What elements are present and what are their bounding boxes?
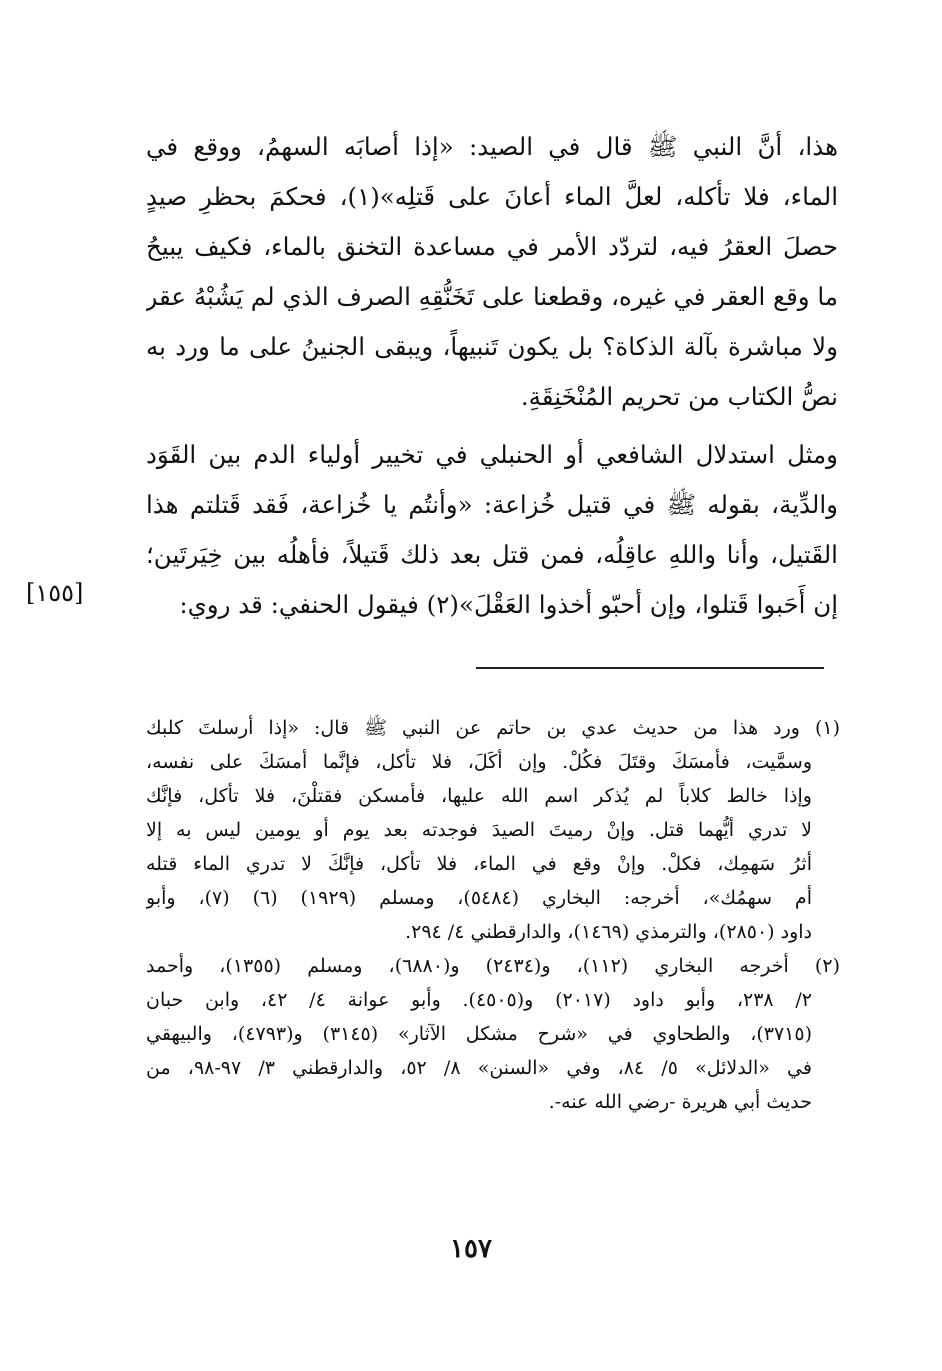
footnote-line: وسمَّيت، فأمسَكَ وقتَلَ فكُلْ. وإن أكَلَ، فلا تأكل، فإنَّما أمسَكَ على نفسه، <box>146 751 812 773</box>
body-line: هذا، أنَّ النبي ﷺ قال في الصيد: «إذا أصابَه السهمُ، ووقع في <box>146 132 838 161</box>
body-line: الماء، فلا تأكله، لعلَّ الماء أعانَ على قَتلِه»(١)، فحكمَ بحظرِ صيدٍ <box>146 182 838 211</box>
body-line: حصلَ العقرُ فيه، لتردّد الأمر في مساعدة التخنق بالماء، فكيف يبيحُ <box>146 232 838 261</box>
footnote-line: حديث أبي هريرة -رضي الله عنه-. <box>548 1091 812 1113</box>
footnotes <box>146 711 840 1119</box>
body-line: ومثل استدلال الشافعي أو الحنبلي في تخيير أولياء الدم بين القَوَد <box>146 440 838 469</box>
body-line: نصُّ الكتاب من تحريم المُنْخَنِقَةِ. <box>520 382 838 411</box>
body-line: القَتيل، وأنا واللهِ عاقِلُه، فمن قتل بعد ذلك قَتيلاً، فأهلُه بين خِيَرتَين؛ <box>146 540 838 569</box>
footnote-line: (١) ورد هذا من حديث عدي بن حاتم عن النبي ﷺ قال: «إذا أرسلتَ كلبك <box>146 717 840 739</box>
footnote-line: (٣٧١٥)، والطحاوي في «شرح مشكل الآثار» (٣١٤٥) و(٤٧٩٣)، والبيهقي <box>146 1023 813 1045</box>
margin-page-marker: [١٥٥] <box>26 579 84 607</box>
page-number: ١٥٧ <box>450 1234 492 1264</box>
body-line: ولا مباشرة بآلة الذكاة؟ بل يكون تَنبيهاً، ويبقى الجنينُ على ما ورد به <box>146 332 838 361</box>
footnote-line: وإذا خالط كلاباً لم يُذكر اسم الله عليها، فأمسكن فقتلْنَ، فلا تأكل، فإنَّك <box>146 785 812 807</box>
footnote-separator <box>476 667 824 669</box>
footnote-line: ٢/ ٢٣٨، وأبو داود (٢٠١٧) و(٤٥٠٥). وأبو عوانة ٤/ ٤٢، وابن حبان <box>146 989 812 1011</box>
footnote-line: في «الدلائل» ٥/ ٨٤، وفي «السنن» ٨/ ٥٢، والدارقطني ٣/ ٩٧-٩٨، من <box>146 1057 812 1079</box>
body-line: والدِّية، بقوله ﷺ في قتيل خُزاعة: «وأنتُم يا خُزاعة، فَقد قَتلتم هذا <box>146 490 838 519</box>
body-line: ما وقع العقر في غيره، وقطعنا على تَخَنُّقِهِ الصرف الذي لم يَشُبْهُ عقر <box>146 282 838 311</box>
footnote-line: أثرُ سَهمِك، فكلْ. وإنْ وقع في الماء، فلا تأكل، فإنَّكَ لا تدري الماء قتله <box>146 853 812 875</box>
paragraph-gap <box>146 422 838 430</box>
body-line: إن أَحَبوا قَتلوا، وإن أحبّو أخذوا العَقْلَ»(٢) فيقول الحنفي: قد روي: <box>179 590 838 619</box>
footnote-line: أم سهمُك»، أخرجه: البخاري (٥٤٨٤)، ومسلم (١٩٢٩) (٦) (٧)، وأبو <box>146 887 812 909</box>
footnote-line: داود (٢٨٥٠)، والترمذي (١٤٦٩)، والدارقطني ٤/ ٢٩٤. <box>405 921 812 943</box>
footnote-line: (٢) أخرجه البخاري (١١٢)، و(٢٤٣٤) و(٦٨٨٠)، ومسلم (١٣٥٥)، وأحمد <box>146 955 840 977</box>
footnote-line: لا تدري أيُّهما قتل. وإنْ رميتَ الصيدَ فوجدته بعد يوم أو يومين ليس به إلا <box>146 819 812 841</box>
main-text <box>146 122 838 630</box>
